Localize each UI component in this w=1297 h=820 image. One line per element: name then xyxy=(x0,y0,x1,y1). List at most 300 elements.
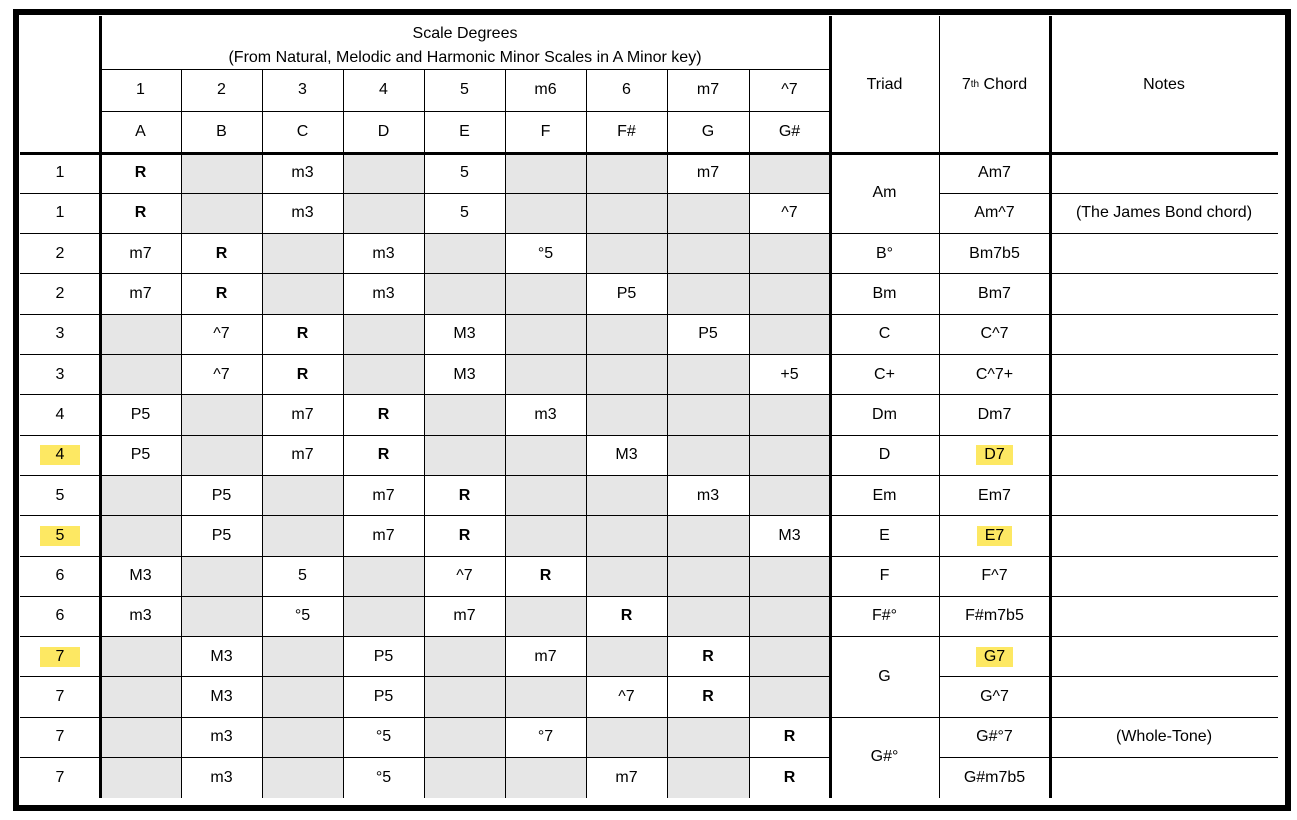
note-header-cell: E xyxy=(459,123,470,140)
grid-line-vertical xyxy=(829,16,832,798)
root-cell: R xyxy=(215,285,228,303)
note-header-cell: B xyxy=(216,123,227,140)
root-cell: R xyxy=(377,405,390,423)
interval-cell: m7 xyxy=(453,607,476,625)
empty-interval-cell xyxy=(505,677,586,717)
degree-header-cell: m7 xyxy=(696,81,720,98)
empty-interval-cell xyxy=(100,475,181,515)
seventh-chord-header: 7 th Chord xyxy=(961,75,1028,93)
row-degree-label: 5 xyxy=(55,486,65,504)
grid-line-horizontal xyxy=(100,111,830,112)
empty-interval-cell xyxy=(181,596,262,636)
triad-cell: G#° xyxy=(870,748,899,766)
empty-interval-cell xyxy=(262,516,343,556)
seventh-chord-label: Am^7 xyxy=(974,204,1015,222)
grid-line-horizontal xyxy=(939,233,1278,234)
degree-header-cell: 1 xyxy=(136,81,145,98)
empty-interval-cell xyxy=(262,637,343,677)
degree-header-cell: 2 xyxy=(217,81,226,98)
interval-cell: m7 xyxy=(291,405,314,423)
interval-cell: P5 xyxy=(211,526,232,544)
grid-line-horizontal xyxy=(20,354,830,355)
empty-interval-cell xyxy=(667,758,749,798)
grid-line-horizontal xyxy=(939,717,1278,718)
interval-cell: M3 xyxy=(129,567,152,585)
interval-cell: ^7 xyxy=(213,325,230,343)
empty-interval-cell xyxy=(343,314,424,354)
interval-cell: °5 xyxy=(537,244,554,262)
empty-interval-cell xyxy=(262,475,343,515)
grid-line-horizontal xyxy=(100,69,830,70)
triad-cell: G xyxy=(878,667,891,685)
seventh-chord-label: Bm7 xyxy=(978,285,1011,303)
empty-interval-cell xyxy=(262,274,343,314)
chord-table xyxy=(20,16,1284,804)
triad-cell: Dm xyxy=(872,405,897,423)
empty-interval-cell xyxy=(667,395,749,435)
seventh-chord-cell xyxy=(939,475,1050,515)
empty-interval-cell xyxy=(100,314,181,354)
empty-interval-cell xyxy=(586,475,667,515)
row-degree-label: 7 xyxy=(55,688,65,706)
seventh-chord-cell xyxy=(939,234,1050,274)
empty-interval-cell xyxy=(749,435,830,475)
notes-cell xyxy=(1050,395,1278,435)
interval-cell: m7 xyxy=(372,486,395,504)
empty-interval-cell xyxy=(505,435,586,475)
degree-header-cell: m6 xyxy=(534,81,557,98)
grid-line-horizontal xyxy=(20,757,830,758)
row-degree-label: 1 xyxy=(55,204,65,222)
degree-header-cell: 3 xyxy=(298,81,307,98)
grid-line-horizontal xyxy=(939,556,1278,557)
grid-line-horizontal xyxy=(20,233,830,234)
interval-cell: m7 xyxy=(534,647,557,665)
row-degree-cell xyxy=(20,596,100,636)
grid-line-horizontal xyxy=(20,515,830,516)
grid-line-horizontal xyxy=(830,636,939,637)
seventh-chord-cell xyxy=(939,717,1050,757)
empty-interval-cell xyxy=(505,355,586,395)
grid-line-horizontal xyxy=(830,233,939,234)
row-degree-cell xyxy=(20,274,100,314)
grid-line-horizontal xyxy=(939,757,1278,758)
grid-line-vertical xyxy=(262,69,263,798)
seventh-chord-cell xyxy=(939,153,1050,193)
grid-line-horizontal xyxy=(939,515,1278,516)
seventh-chord-label: C^7+ xyxy=(975,365,1014,383)
row-degree-cell xyxy=(20,435,100,475)
grid-line-horizontal xyxy=(20,556,830,557)
empty-interval-cell xyxy=(667,274,749,314)
root-cell: R xyxy=(296,365,309,383)
row-degree-label: 3 xyxy=(55,325,65,343)
interval-cell: M3 xyxy=(210,647,233,665)
interval-cell: m3 xyxy=(372,244,395,262)
interval-cell: m7 xyxy=(129,244,152,262)
grid-line-horizontal xyxy=(939,193,1278,194)
grid-line-vertical xyxy=(749,69,750,798)
empty-interval-cell xyxy=(505,314,586,354)
notes-cell: (The James Bond chord) xyxy=(1075,204,1253,222)
grid-line-vertical xyxy=(424,69,425,798)
grid-line-horizontal xyxy=(20,435,830,436)
empty-interval-cell xyxy=(424,677,505,717)
interval-cell: m3 xyxy=(372,285,395,303)
row-degree-cell xyxy=(20,395,100,435)
empty-interval-cell xyxy=(586,717,667,757)
empty-interval-cell xyxy=(505,475,586,515)
interval-cell: M3 xyxy=(615,446,638,464)
empty-interval-cell xyxy=(749,234,830,274)
interval-cell: 5 xyxy=(460,164,469,182)
root-cell: R xyxy=(458,526,471,544)
empty-interval-cell xyxy=(505,516,586,556)
seventh-chord-label: F#m7b5 xyxy=(965,607,1024,625)
empty-interval-cell xyxy=(667,193,749,233)
seventh-chord-cell xyxy=(939,355,1050,395)
row-degree-label: 7 xyxy=(40,647,81,667)
notes-cell xyxy=(1050,435,1278,475)
empty-interval-cell xyxy=(667,234,749,274)
row-degree-label: 4 xyxy=(40,445,81,465)
empty-interval-cell xyxy=(343,596,424,636)
row-degree-cell xyxy=(20,717,100,757)
row-degree-cell xyxy=(20,153,100,193)
grid-line-horizontal xyxy=(830,515,939,516)
empty-interval-cell xyxy=(424,717,505,757)
empty-interval-cell xyxy=(424,435,505,475)
notes-cell xyxy=(1050,556,1278,596)
empty-interval-cell xyxy=(100,355,181,395)
empty-interval-cell xyxy=(586,637,667,677)
interval-cell: P5 xyxy=(616,285,637,303)
row-degree-cell xyxy=(20,677,100,717)
grid-line-vertical xyxy=(1049,16,1052,798)
empty-interval-cell xyxy=(181,435,262,475)
empty-interval-cell xyxy=(586,395,667,435)
seventh-chord-label: Am7 xyxy=(978,164,1011,182)
row-degree-cell xyxy=(20,355,100,395)
interval-cell: m7 xyxy=(129,285,152,303)
interval-cell: M3 xyxy=(778,526,801,544)
seventh-chord-cell xyxy=(939,516,1050,556)
grid-line-horizontal xyxy=(939,273,1278,274)
seventh-header-rest: Chord xyxy=(979,75,1028,93)
empty-interval-cell xyxy=(749,677,830,717)
note-header-cell: F xyxy=(540,123,551,140)
empty-interval-cell xyxy=(586,153,667,193)
empty-interval-cell xyxy=(749,395,830,435)
empty-interval-cell xyxy=(181,556,262,596)
interval-cell: +5 xyxy=(780,365,799,383)
triad-cell: C+ xyxy=(874,365,895,383)
interval-cell: P5 xyxy=(373,688,394,706)
empty-interval-cell xyxy=(586,516,667,556)
seventh-chord-label: G7 xyxy=(976,647,1013,667)
grid-line-horizontal xyxy=(20,596,830,597)
grid-line-horizontal xyxy=(939,435,1278,436)
root-cell: R xyxy=(296,325,309,343)
notes-cell: (Whole-Tone) xyxy=(1115,728,1213,746)
root-cell: R xyxy=(620,607,633,625)
row-degree-label: 1 xyxy=(55,164,65,182)
seventh-chord-label: C^7 xyxy=(980,325,1009,343)
grid-line-horizontal xyxy=(20,273,830,274)
interval-cell: M3 xyxy=(453,365,476,383)
row-degree-cell xyxy=(20,234,100,274)
grid-line-horizontal xyxy=(939,596,1278,597)
header-subtitle: (From Natural, Melodic and Harmonic Minor Scales in A Minor key) xyxy=(228,49,702,66)
empty-interval-cell xyxy=(505,596,586,636)
row-degree-label: 5 xyxy=(40,526,81,546)
empty-interval-cell xyxy=(749,274,830,314)
interval-cell: 5 xyxy=(460,204,469,222)
interval-cell: °5 xyxy=(294,607,311,625)
grid-line-vertical xyxy=(99,16,102,798)
interval-cell: m3 xyxy=(291,204,314,222)
grid-line-horizontal xyxy=(830,394,939,395)
root-cell: R xyxy=(134,204,147,222)
empty-interval-cell xyxy=(667,556,749,596)
empty-interval-cell xyxy=(100,677,181,717)
row-degree-cell xyxy=(20,637,100,677)
grid-line-horizontal xyxy=(939,394,1278,395)
notes-cell xyxy=(1050,758,1278,798)
grid-line-horizontal xyxy=(20,717,830,718)
row-degree-cell xyxy=(20,556,100,596)
notes-cell xyxy=(1050,234,1278,274)
seventh-chord-cell xyxy=(939,637,1050,677)
empty-interval-cell xyxy=(424,395,505,435)
empty-interval-cell xyxy=(749,475,830,515)
notes-cell xyxy=(1050,677,1278,717)
seventh-chord-cell xyxy=(939,274,1050,314)
interval-cell: m3 xyxy=(129,607,152,625)
root-cell: R xyxy=(458,486,471,504)
seventh-chord-label: E7 xyxy=(977,526,1013,546)
seventh-chord-cell xyxy=(939,314,1050,354)
interval-cell: P5 xyxy=(373,647,394,665)
interval-cell: M3 xyxy=(210,688,233,706)
interval-cell: °5 xyxy=(375,768,392,786)
degree-header-cell: ^7 xyxy=(781,81,798,98)
row-degree-label: 6 xyxy=(55,607,65,625)
row-degree-cell xyxy=(20,516,100,556)
interval-cell: m3 xyxy=(210,728,233,746)
grid-line-horizontal xyxy=(939,636,1278,637)
row-degree-cell xyxy=(20,758,100,798)
seventh-chord-cell xyxy=(939,758,1050,798)
interval-cell: m7 xyxy=(291,446,314,464)
triad-cell: F xyxy=(879,567,890,585)
empty-interval-cell xyxy=(586,314,667,354)
root-cell: R xyxy=(702,688,714,706)
seventh-header-num: 7 xyxy=(961,75,971,93)
grid-line-horizontal xyxy=(20,152,1278,155)
empty-interval-cell xyxy=(100,516,181,556)
empty-interval-cell xyxy=(505,153,586,193)
triad-cell: B° xyxy=(875,244,894,262)
seventh-chord-label: G^7 xyxy=(980,688,1009,706)
interval-cell: M3 xyxy=(453,325,476,343)
interval-cell: m3 xyxy=(534,405,557,423)
triad-cell: C xyxy=(878,325,891,343)
interval-cell: m3 xyxy=(291,164,314,182)
grid-line-horizontal xyxy=(830,717,939,718)
empty-interval-cell xyxy=(262,234,343,274)
row-degree-cell xyxy=(20,193,100,233)
triad-cell: E xyxy=(879,526,890,544)
row-degree-label: 2 xyxy=(55,244,65,262)
notes-cell xyxy=(1050,637,1278,677)
grid-line-horizontal xyxy=(20,314,830,315)
grid-line-vertical xyxy=(505,69,506,798)
empty-interval-cell xyxy=(586,556,667,596)
root-cell: R xyxy=(702,647,714,665)
seventh-chord-cell xyxy=(939,556,1050,596)
grid-line-horizontal xyxy=(939,354,1278,355)
empty-interval-cell xyxy=(262,717,343,757)
empty-interval-cell xyxy=(343,556,424,596)
grid-line-vertical xyxy=(939,16,940,798)
empty-interval-cell xyxy=(749,637,830,677)
grid-line-horizontal xyxy=(20,475,830,476)
interval-cell: ^7 xyxy=(618,688,635,706)
grid-line-horizontal xyxy=(939,314,1278,315)
seventh-chord-label: Em7 xyxy=(978,486,1011,504)
root-cell: R xyxy=(783,768,796,786)
seventh-chord-cell xyxy=(939,596,1050,636)
triad-cell: D xyxy=(878,446,891,464)
empty-interval-cell xyxy=(424,637,505,677)
empty-interval-cell xyxy=(100,758,181,798)
interval-cell: P5 xyxy=(130,446,151,464)
note-header-cell: G xyxy=(701,123,715,140)
seventh-chord-label: G#°7 xyxy=(976,728,1013,746)
notes-cell xyxy=(1050,355,1278,395)
grid-line-horizontal xyxy=(830,435,939,436)
interval-cell: P5 xyxy=(211,486,232,504)
root-cell: R xyxy=(539,567,552,585)
notes-cell xyxy=(1050,516,1278,556)
empty-interval-cell xyxy=(505,193,586,233)
empty-interval-cell xyxy=(505,274,586,314)
row-degree-cell xyxy=(20,314,100,354)
empty-interval-cell xyxy=(343,153,424,193)
interval-cell: ^7 xyxy=(213,365,230,383)
empty-interval-cell xyxy=(586,234,667,274)
interval-cell: m7 xyxy=(615,768,638,786)
root-cell: R xyxy=(215,244,228,262)
empty-interval-cell xyxy=(343,355,424,395)
seventh-chord-label: F^7 xyxy=(981,567,1008,585)
row-degree-label: 6 xyxy=(55,567,65,585)
empty-interval-cell xyxy=(586,193,667,233)
empty-interval-cell xyxy=(505,758,586,798)
notes-cell xyxy=(1050,153,1278,193)
notes-header: Notes xyxy=(1143,75,1185,93)
empty-interval-cell xyxy=(667,435,749,475)
grid-line-vertical xyxy=(343,69,344,798)
interval-cell: P5 xyxy=(130,405,151,423)
notes-cell xyxy=(1050,274,1278,314)
seventh-chord-label: Bm7b5 xyxy=(969,244,1020,262)
grid-line-horizontal xyxy=(830,556,939,557)
empty-interval-cell xyxy=(181,153,262,193)
grid-line-horizontal xyxy=(939,475,1278,476)
triad-cell: Em xyxy=(872,486,897,504)
row-degree-cell xyxy=(20,475,100,515)
empty-interval-cell xyxy=(749,314,830,354)
triad-cell: Bm xyxy=(872,285,897,303)
interval-cell: m3 xyxy=(696,486,720,504)
grid-line-horizontal xyxy=(830,314,939,315)
grid-line-vertical xyxy=(667,69,668,798)
empty-interval-cell xyxy=(181,193,262,233)
row-degree-label: 7 xyxy=(55,728,65,746)
root-cell: R xyxy=(377,446,390,464)
root-cell: R xyxy=(783,728,796,746)
grid-line-horizontal xyxy=(20,636,830,637)
empty-interval-cell xyxy=(667,355,749,395)
grid-line-horizontal xyxy=(20,676,830,677)
grid-line-horizontal xyxy=(20,394,830,395)
triad-cell: Am xyxy=(872,184,897,202)
row-degree-label: 3 xyxy=(55,365,65,383)
empty-interval-cell xyxy=(424,234,505,274)
notes-cell xyxy=(1050,475,1278,515)
seventh-chord-label: Dm7 xyxy=(977,405,1012,423)
empty-interval-cell xyxy=(424,758,505,798)
row-degree-label: 2 xyxy=(55,285,65,303)
empty-interval-cell xyxy=(667,717,749,757)
grid-line-vertical xyxy=(181,69,182,798)
interval-cell: m3 xyxy=(210,768,233,786)
empty-interval-cell xyxy=(749,153,830,193)
empty-interval-cell xyxy=(343,193,424,233)
interval-cell: ^7 xyxy=(456,567,473,585)
empty-interval-cell xyxy=(100,637,181,677)
interval-cell: m7 xyxy=(372,526,395,544)
empty-interval-cell xyxy=(667,596,749,636)
seventh-chord-cell xyxy=(939,677,1050,717)
grid-line-vertical xyxy=(586,69,587,798)
seventh-chord-cell xyxy=(939,395,1050,435)
interval-cell: °5 xyxy=(375,728,392,746)
interval-cell: °7 xyxy=(537,728,554,746)
note-header-cell: F# xyxy=(617,123,636,140)
seventh-chord-label: G#m7b5 xyxy=(963,768,1026,786)
empty-interval-cell xyxy=(100,717,181,757)
notes-cell xyxy=(1050,596,1278,636)
interval-cell: m7 xyxy=(696,164,720,182)
degree-header-cell: 5 xyxy=(460,81,469,98)
row-degree-label: 7 xyxy=(55,768,65,786)
notes-cell xyxy=(1050,314,1278,354)
row-degree-label: 4 xyxy=(55,405,65,423)
note-header-cell: D xyxy=(377,123,390,140)
interval-cell: ^7 xyxy=(781,204,798,222)
empty-interval-cell xyxy=(181,395,262,435)
root-cell: R xyxy=(134,164,147,182)
grid-line-horizontal xyxy=(830,354,939,355)
empty-interval-cell xyxy=(749,596,830,636)
seventh-chord-label: D7 xyxy=(976,445,1012,465)
note-header-cell: G# xyxy=(778,123,801,140)
grid-line-horizontal xyxy=(939,676,1278,677)
seventh-chord-cell xyxy=(939,435,1050,475)
